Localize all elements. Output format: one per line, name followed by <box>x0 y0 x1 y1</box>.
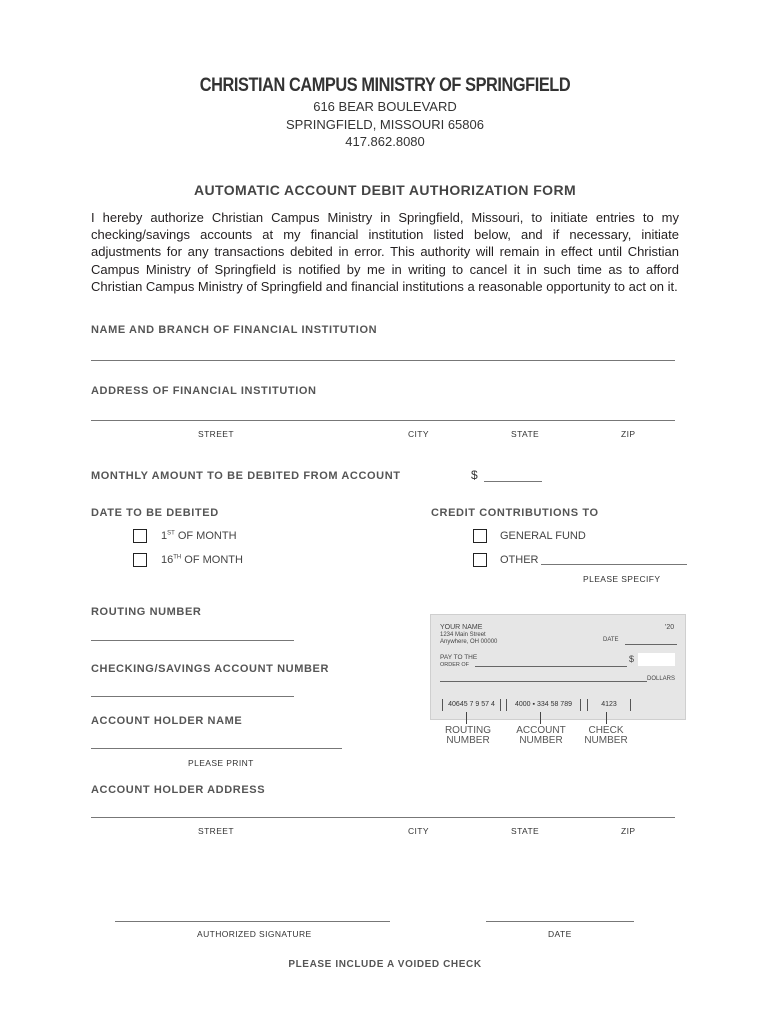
check-street: 1234 Main Street <box>440 632 486 638</box>
check-account-legend-line2: NUMBER <box>519 735 563 746</box>
holder-zip-label: ZIP <box>621 826 636 836</box>
check-micr-account: 4000 ▪ 334 58 789 <box>506 699 581 711</box>
monthly-amount-line[interactable] <box>484 481 542 482</box>
check-city: Anywhere, OH 00000 <box>440 639 498 645</box>
monthly-amount-label: MONTHLY AMOUNT TO BE DEBITED FROM ACCOUNT <box>91 470 401 482</box>
check-account-legend <box>509 726 573 746</box>
first-of-month-suffix: ST <box>167 530 175 537</box>
first-of-month-text: OF MONTH <box>174 530 237 542</box>
check-year: '20 <box>665 624 675 631</box>
sample-check-image <box>430 614 686 720</box>
check-pay-to-line1: PAY TO THE <box>440 654 478 661</box>
check-routing-legend-line2: NUMBER <box>446 735 490 746</box>
account-holder-address-line[interactable] <box>91 817 675 818</box>
check-dollars-label: DOLLARS <box>647 676 676 682</box>
routing-number-line[interactable] <box>91 640 294 641</box>
check-number-arrow-icon <box>606 712 607 724</box>
check-number-legend <box>574 726 638 746</box>
sixteenth-of-month-suffix: TH <box>173 554 182 561</box>
date-debited-label: DATE TO BE DEBITED <box>91 507 219 519</box>
holder-city-label: CITY <box>408 826 429 836</box>
account-holder-name-line[interactable] <box>91 748 342 749</box>
holder-street-label: STREET <box>198 826 234 836</box>
other-option: OTHER <box>500 554 539 566</box>
general-fund-checkbox[interactable] <box>473 529 487 543</box>
holder-state-label: STATE <box>511 826 540 836</box>
signature-date-label: DATE <box>548 929 572 939</box>
first-of-month-checkbox[interactable] <box>133 529 147 543</box>
check-date-label: DATE <box>603 637 619 643</box>
check-number-legend-line2: NUMBER <box>584 735 628 746</box>
institution-address-label: ADDRESS OF FINANCIAL INSTITUTION <box>91 385 317 397</box>
institution-address-line[interactable] <box>91 420 675 421</box>
signature-line[interactable] <box>115 921 390 922</box>
first-of-month-option <box>161 530 237 542</box>
check-payee-line <box>475 666 627 667</box>
credit-contributions-label: CREDIT CONTRIBUTIONS TO <box>431 507 599 519</box>
account-number-label: CHECKING/SAVINGS ACCOUNT NUMBER <box>91 663 329 675</box>
organization-phone: 417.862.8080 <box>345 134 425 149</box>
check-written-amount-line <box>440 681 647 682</box>
sixteenth-of-month-checkbox[interactable] <box>133 553 147 567</box>
first-of-month-number: 1 <box>161 530 168 542</box>
sixteenth-of-month-text: OF MONTH <box>181 554 243 566</box>
form-title: AUTOMATIC ACCOUNT DEBIT AUTHORIZATION FORM <box>193 182 577 198</box>
institution-state-label: STATE <box>511 429 540 439</box>
institution-city-label: CITY <box>408 429 429 439</box>
check-dollar-sign: $ <box>629 654 635 664</box>
check-routing-legend <box>436 726 500 746</box>
organization-address-line2: SPRINGFIELD, MISSOURI 65806 <box>286 117 484 132</box>
sixteenth-of-month-number: 16 <box>161 554 174 566</box>
authorized-signature-label: AUTHORIZED SIGNATURE <box>197 929 312 939</box>
check-date-line <box>625 644 677 645</box>
check-amount-box <box>638 653 675 666</box>
routing-number-label: ROUTING NUMBER <box>91 606 202 618</box>
other-checkbox[interactable] <box>473 553 487 567</box>
authorization-paragraph: I hereby authorize Christian Campus Ministry in Springfield, Missouri, to initiate entries to my checking/savings accounts at my financial institution listed below, and if necessary, initiate adjustments for any transactions debited in error. This authority will remain in effect until Christian Campus Ministry of Springfield is notified by me in writing to cancel it in such time as to afford Christian Campus Ministry of Springfield and financial institutions a reasonable opportunity to act on it. <box>91 210 679 294</box>
other-specify-line[interactable] <box>541 564 687 565</box>
check-micr-routing: 40645 7 9 57 4 <box>442 699 501 711</box>
organization-name: CHRISTIAN CAMPUS MINISTRY OF SPRINGFIELD <box>199 75 571 96</box>
institution-zip-label: ZIP <box>621 429 636 439</box>
check-pay-to-line2: ORDER OF <box>440 662 470 668</box>
please-specify-label: PLEASE SPECIFY <box>583 574 661 584</box>
institution-name-line[interactable] <box>91 360 675 361</box>
sixteenth-of-month-option <box>161 554 243 566</box>
routing-arrow-icon <box>466 712 467 724</box>
please-print-label: PLEASE PRINT <box>188 758 254 768</box>
dollar-sign: $ <box>471 468 478 482</box>
voided-check-note: PLEASE INCLUDE A VOIDED CHECK <box>288 959 482 970</box>
check-your-name: YOUR NAME <box>440 624 483 631</box>
account-holder-name-label: ACCOUNT HOLDER NAME <box>91 715 243 727</box>
signature-date-line[interactable] <box>486 921 634 922</box>
account-arrow-icon <box>540 712 541 724</box>
organization-address-line1: 616 BEAR BOULEVARD <box>313 99 457 114</box>
account-holder-address-label: ACCOUNT HOLDER ADDRESS <box>91 784 266 796</box>
general-fund-option: GENERAL FUND <box>500 530 586 542</box>
account-number-line[interactable] <box>91 696 294 697</box>
check-account-legend-line1: ACCOUNT <box>516 725 566 736</box>
institution-name-label: NAME AND BRANCH OF FINANCIAL INSTITUTION <box>91 324 378 336</box>
institution-street-label: STREET <box>198 429 234 439</box>
check-micr-check: 4123 <box>587 699 631 711</box>
check-number-legend-line1: CHECK <box>588 725 624 736</box>
check-routing-legend-line1: ROUTING <box>444 725 492 736</box>
